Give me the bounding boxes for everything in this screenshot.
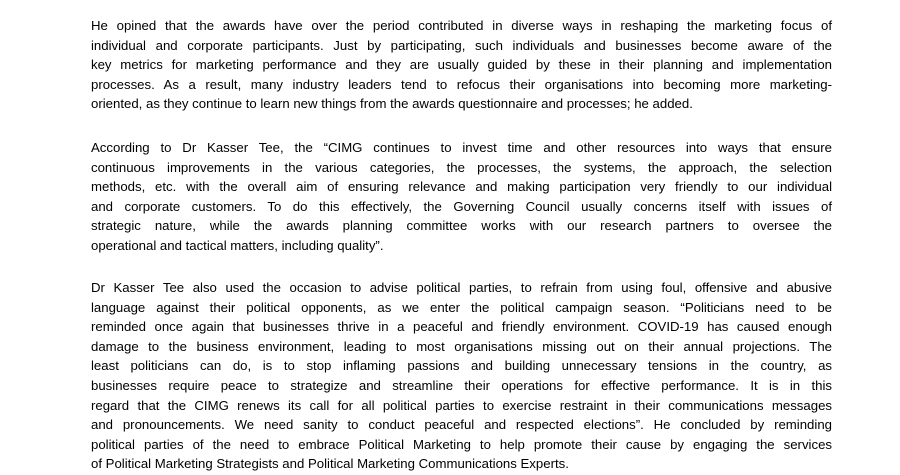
text-line: individual and corporate participants. Just by participating, such individuals and businesses become aware of the	[91, 37, 832, 53]
text-line: He opined that the awards have over the period contributed in diverse ways in reshaping the marketing focus of	[91, 18, 832, 33]
paragraph-political-advice	[91, 278, 832, 474]
text-line: businesses require peace to strategize and streamline their operations for effective performance. It is in this	[91, 377, 832, 393]
text-line: continuous improvements in the various categories, the processes, the systems, the approach, the selection	[91, 159, 832, 175]
text-line: oriented, as they continue to learn new things from the awards questionnaire and processes; he added.	[91, 96, 693, 112]
text-line: key metrics for marketing performance and they are usually guided by these in their planning and implementation	[91, 57, 832, 73]
text-line: and corporate customers. To do this effectively, the Governing Council usually concerns itself with issues of	[91, 198, 832, 214]
text-line: strategic nature, while the awards planning committee works with our research partners to oversee the	[91, 218, 832, 234]
text-line: language against their political opponents, as we enter the political campaign season. “Politicians need to be	[91, 299, 832, 315]
text-line: reminded once again that businesses thrive in a peaceful and friendly environment. COVID-19 has caused enough	[91, 319, 832, 335]
text-line: methods, etc. with the overall aim of ensuring relevance and making participation very friendly to our individual	[91, 179, 832, 195]
text-line: damage to the business environment, leading to most organisations missing out on their annual projections. The	[91, 338, 832, 354]
text-line: political parties of the need to embrace Political Marketing to help promote their cause by engaging the services	[91, 436, 832, 452]
text-line: least politicians can do, is to stop inflaming passions and building unnecessary tensions in the country, as	[91, 358, 832, 374]
paragraph-cimg-investment	[91, 138, 832, 256]
text-line: Dr Kasser Tee also used the occasion to advise political parties, to refrain from using foul, offensive and abusive	[91, 280, 832, 295]
text-line: processes. As a result, many industry leaders tend to refocus their organisations into becoming more marketing-	[91, 76, 832, 92]
text-line: of Political Marketing Strategists and Political Marketing Communications Experts.	[91, 456, 569, 472]
text-line: and pronouncements. We need sanity to conduct peaceful and respected elections”. He concluded by reminding	[91, 417, 832, 433]
text-line: operational and tactical matters, including quality”.	[91, 237, 384, 253]
text-line: According to Dr Kasser Tee, the “CIMG continues to invest time and other resources into ways that ensure	[91, 140, 832, 155]
paragraph-awards-impact	[91, 16, 832, 114]
text-line: regard that the CIMG renews its call for all political parties to exercise restraint in their communications messages	[91, 397, 832, 413]
